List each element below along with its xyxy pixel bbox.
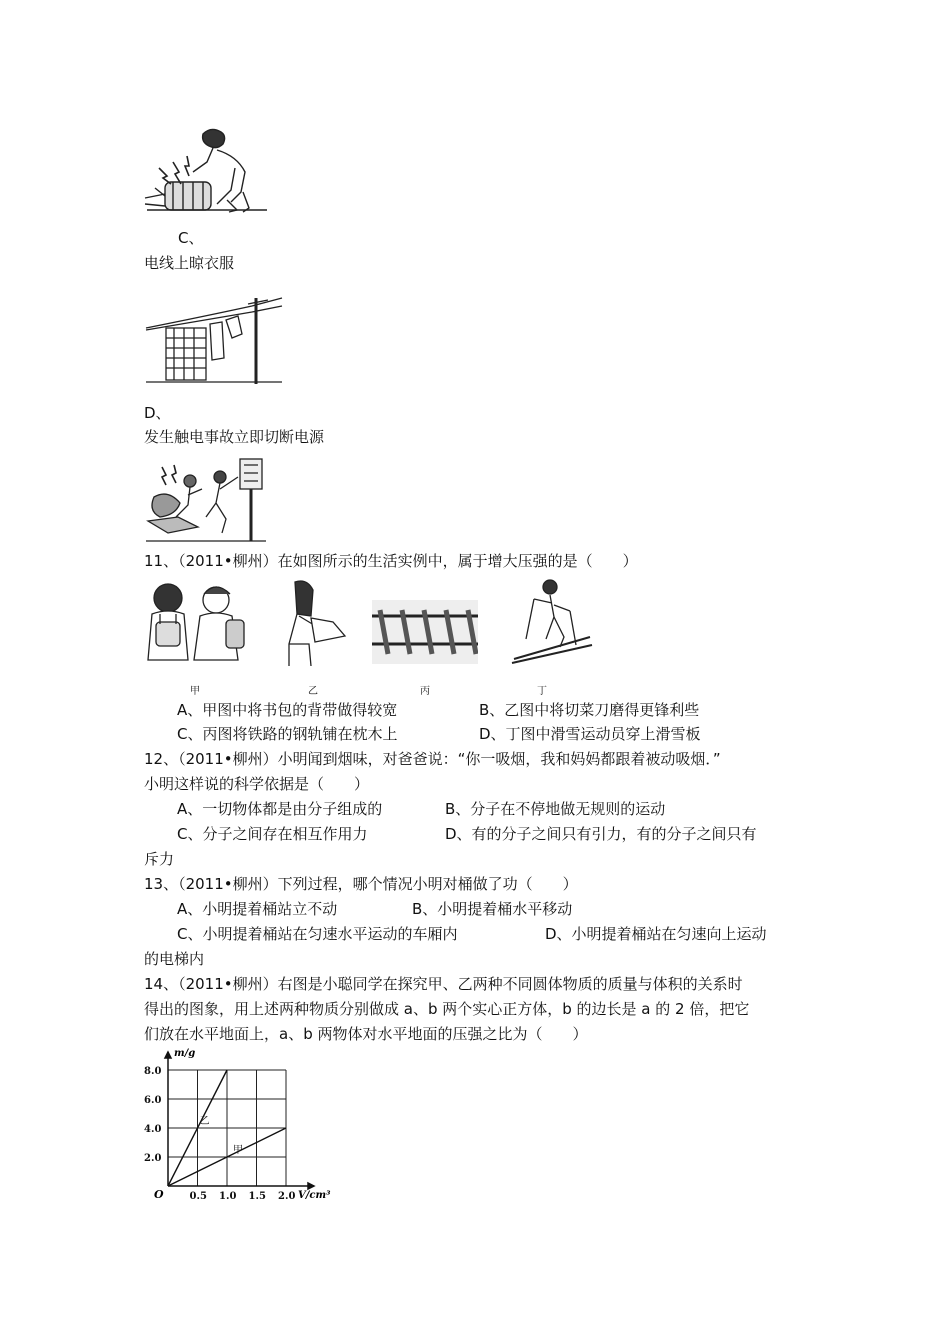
- q12-option-b: B、分子在不停地做无规则的运动: [445, 800, 666, 818]
- figure-q11-ding: [510, 577, 600, 665]
- origin-label: O: [154, 1188, 164, 1201]
- x-tick-label-2: 1.5: [248, 1191, 266, 1202]
- q10-option-c-label: C、: [178, 229, 204, 247]
- q11-option-b: B、乙图中将切菜刀磨得更锋利些: [479, 701, 700, 719]
- q13-option-a: A、小明提着桶站立不动: [177, 900, 338, 918]
- q12-option-c: C、分子之间存在相互作用力: [177, 825, 368, 843]
- series-label-0: 乙: [199, 1116, 210, 1127]
- figure-q11-yi: [281, 578, 353, 668]
- figure-clothes-on-wire: [144, 284, 284, 388]
- q14-stem-line1: 14、（2011•柳州）右图是小聪同学在探究甲、乙两种不同圆体物质的质量与体积的关系时: [144, 975, 743, 993]
- q13-option-b: B、小明提着桶水平移动: [412, 900, 573, 918]
- x-axis-arrow: [308, 1183, 314, 1189]
- figure-q11-bing: [372, 600, 478, 664]
- q14-stem-line3: 们放在水平地面上，a、b 两物体对水平地面的压强之比为（ ）: [144, 1025, 588, 1043]
- x-tick-label-1: 1.0: [219, 1191, 237, 1202]
- x-axis-label: V/cm³: [298, 1190, 331, 1201]
- q11-fig-label-jia: 甲: [190, 686, 200, 697]
- y-axis-label: m/g: [174, 1048, 196, 1059]
- q11-fig-label-yi: 乙: [308, 686, 318, 697]
- y-tick-label-2: 6.0: [144, 1095, 162, 1106]
- q13-option-d: D、小明提着桶站在匀速向上运动: [545, 925, 767, 943]
- q13-option-d-cont: 的电梯内: [144, 950, 205, 968]
- figure-cut-power: [144, 455, 268, 545]
- y-tick-label-3: 8.0: [144, 1066, 162, 1077]
- q12-option-a: A、一切物体都是由分子组成的: [177, 800, 383, 818]
- q12-stem-line2: 小明这样说的科学依据是（ ）: [144, 775, 370, 793]
- q11-option-a: A、甲图中将书包的背带做得较宽: [177, 701, 398, 719]
- series-label-1: 甲: [233, 1145, 243, 1156]
- q11-fig-label-bing: 丙: [420, 686, 430, 697]
- figure-motor-shock: [143, 122, 267, 218]
- q12-stem-line1: 12、（2011•柳州）小明闻到烟味，对爸爸说：“你一吸烟，我和妈妈都跟着被动吸烟．”: [144, 750, 721, 768]
- y-tick-label-0: 2.0: [144, 1153, 162, 1164]
- q14-stem-line2: 得出的图象，用上述两种物质分别做成 a、b 两个实心正方体，b 的边长是 a 的 2 倍，把它: [144, 1000, 750, 1018]
- q11-stem: 11、（2011•柳州）在如图所示的生活实例中，属于增大压强的是（ ）: [144, 552, 638, 570]
- q13-option-c: C、小明提着桶站在匀速水平运动的车厢内: [177, 925, 458, 943]
- q10-option-d-label: D、: [144, 404, 171, 422]
- y-tick-label-1: 4.0: [144, 1124, 162, 1135]
- q12-option-d-cont: 斥力: [144, 850, 175, 868]
- q11-option-c: C、丙图将铁路的钢轨铺在枕木上: [177, 725, 398, 743]
- mass-volume-chart: [140, 1046, 340, 1206]
- q12-option-d: D、有的分子之间只有引力，有的分子之间只有: [445, 825, 757, 843]
- figure-q11-jia: [144, 578, 248, 666]
- q10-option-d2-caption: 发生触电事故立即切断电源: [144, 428, 325, 446]
- y-axis-arrow: [165, 1052, 171, 1058]
- q13-stem: 13、（2011•柳州）下列过程，哪个情况小明对桶做了功（ ）: [144, 875, 578, 893]
- q10-option-d-caption: 电线上晾衣服: [144, 254, 235, 272]
- q11-fig-label-ding: 丁: [537, 686, 547, 697]
- q11-option-d: D、丁图中滑雪运动员穿上滑雪板: [479, 725, 701, 743]
- x-tick-label-0: 0.5: [189, 1191, 207, 1202]
- x-tick-label-3: 2.0: [278, 1191, 296, 1202]
